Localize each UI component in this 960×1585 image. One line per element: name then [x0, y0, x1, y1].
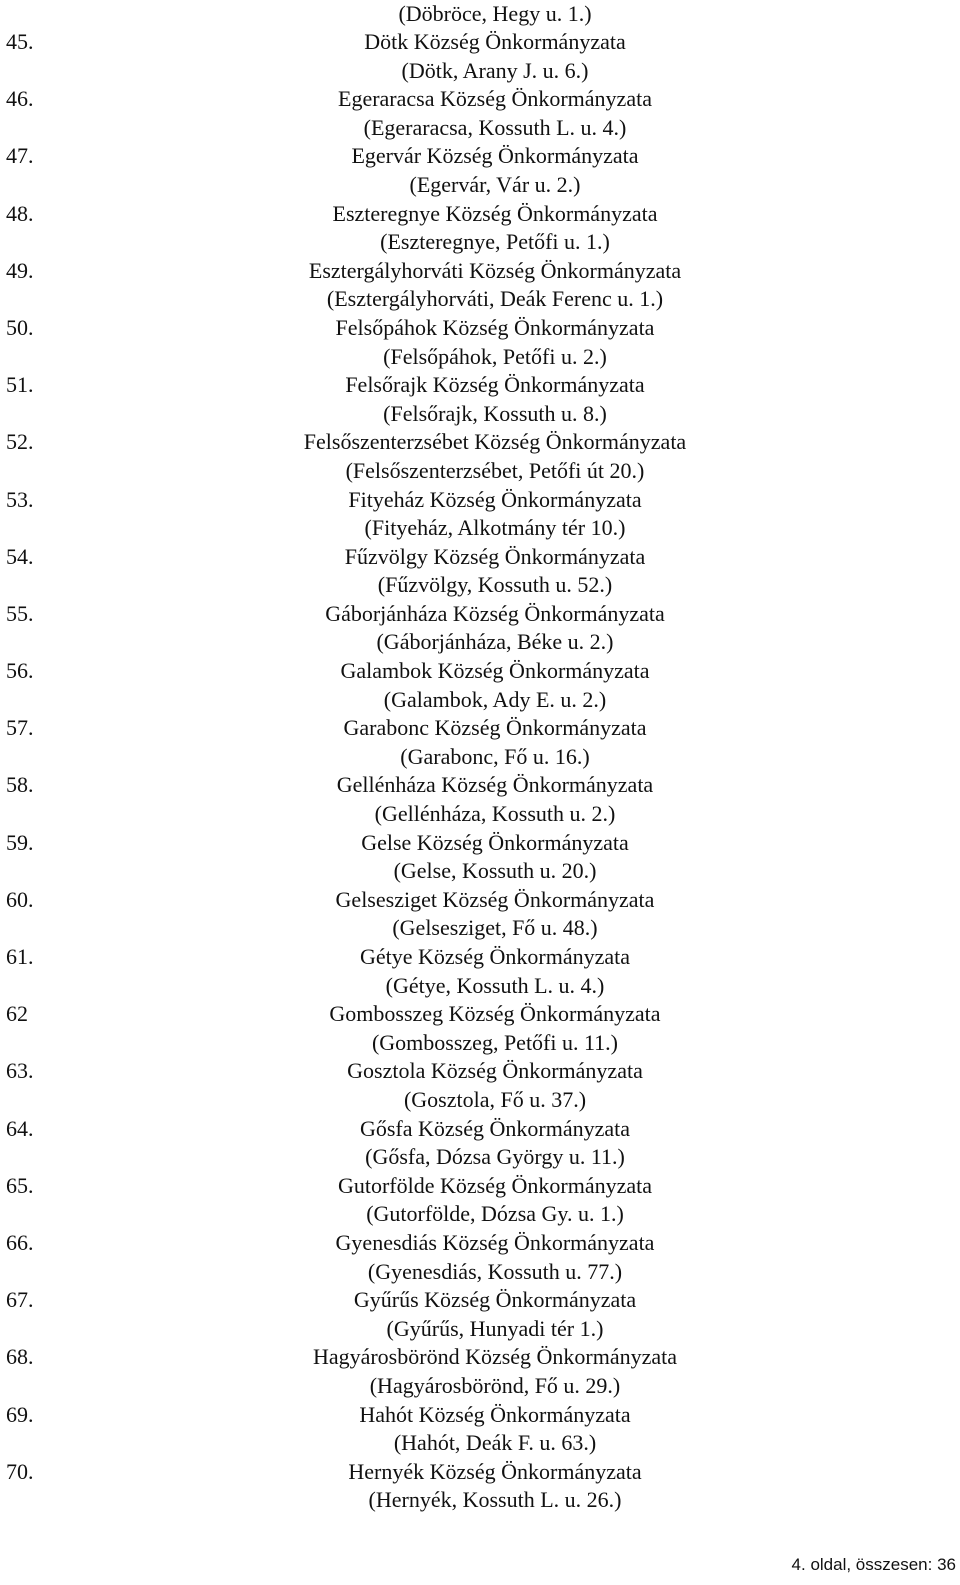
- entry-address: (Gelsesziget, Fő u. 48.): [392, 915, 598, 941]
- list-item: [0, 257, 960, 314]
- list-item: [0, 371, 960, 428]
- entry-number: 65.: [6, 1172, 34, 1198]
- entry-address: (Felsőrajk, Kossuth u. 8.): [383, 400, 607, 426]
- entry-number: 59.: [6, 829, 34, 855]
- list-item: [0, 1458, 960, 1515]
- entry-address: (Eszteregnye, Petőfi u. 1.): [380, 229, 610, 255]
- entry-address: (Gellénháza, Kossuth u. 2.): [374, 801, 616, 827]
- list-item: [0, 314, 960, 371]
- entry-address: (Hernyék, Kossuth L. u. 26.): [368, 1487, 622, 1513]
- continued-address: (Döbröce, Hegy u. 1.): [398, 1, 592, 26]
- list-item: [0, 543, 960, 600]
- entry-address: (Gyűrűs, Hunyadi tér 1.): [386, 1315, 604, 1341]
- list-item: [0, 657, 960, 714]
- entry-address: (Gáborjánháza, Béke u. 2.): [376, 629, 614, 655]
- entry-name: Fityeház Község Önkormányzata: [348, 486, 642, 512]
- entry-address: (Galambok, Ady E. u. 2.): [383, 686, 607, 712]
- entry-number: 61.: [6, 944, 34, 969]
- entry-number: 52.: [6, 429, 34, 455]
- list-item: [0, 1000, 960, 1057]
- list-item: [0, 28, 960, 85]
- entry-address: (Garabonc, Fő u. 16.): [400, 743, 590, 769]
- entry-number: 48.: [6, 200, 34, 226]
- entry-number: 60.: [6, 886, 34, 912]
- entry-address: (Egeraracsa, Kossuth L. u. 4.): [363, 114, 627, 140]
- entry-address: (Gősfa, Dózsa György u. 11.): [365, 1144, 625, 1170]
- entry-address: (Gyenesdiás, Kossuth u. 77.): [367, 1258, 623, 1284]
- entry-number: 62: [6, 1001, 28, 1027]
- entry-name: Egervár Község Önkormányzata: [351, 143, 639, 169]
- entry-number: 47.: [6, 143, 34, 169]
- entry-name: Hahót Község Önkormányzata: [359, 1401, 631, 1427]
- entry-address: (Hahót, Deák F. u. 63.): [393, 1430, 597, 1456]
- entry-number: 56.: [6, 658, 34, 684]
- list-item: [0, 1115, 960, 1172]
- entry-name: Hernyék Község Önkormányzata: [348, 1458, 642, 1484]
- entry-number: 50.: [6, 314, 34, 340]
- list-item: [0, 943, 960, 1000]
- page-footer: 4. oldal, összesen: 36: [791, 1555, 956, 1574]
- entry-address: (Esztergályhorváti, Deák Ferenc u. 1.): [326, 286, 664, 312]
- list-item: [0, 600, 960, 657]
- list-item: [0, 486, 960, 543]
- entry-name: Gombosszeg Község Önkormányzata: [329, 1001, 661, 1027]
- list-item: [0, 85, 960, 142]
- entry-number: 68.: [6, 1344, 34, 1370]
- entry-number: 69.: [6, 1401, 34, 1427]
- entry-name: Felsőszenterzsébet Község Önkormányzata: [303, 429, 687, 455]
- entry-address: (Gutorfölde, Dózsa Gy. u. 1.): [366, 1201, 624, 1227]
- entry-number: 67.: [6, 1287, 34, 1313]
- entry-number: 57.: [6, 715, 34, 741]
- entry-address: (Fűzvölgy, Kossuth u. 52.): [377, 572, 613, 598]
- list-item: [0, 1401, 960, 1458]
- entry-address: (Egervár, Vár u. 2.): [409, 171, 581, 197]
- entry-name: Gyenesdiás Község Önkormányzata: [335, 1229, 655, 1255]
- list-item: [0, 428, 960, 485]
- entry-number: 45.: [6, 29, 34, 54]
- entry-name: Hagyárosbörönd Község Önkormányzata: [312, 1344, 678, 1370]
- entry-number: 70.: [6, 1458, 34, 1484]
- entry-number: 54.: [6, 543, 34, 569]
- entry-name: Gutorfölde Község Önkormányzata: [337, 1172, 652, 1198]
- entry-name: Egeraracsa Község Önkormányzata: [338, 86, 652, 112]
- list-item: [0, 829, 960, 886]
- entry-number: 66.: [6, 1229, 34, 1255]
- entry-address: (Gosztola, Fő u. 37.): [403, 1086, 587, 1112]
- entry-address: (Felsőszenterzsébet, Petőfi út 20.): [345, 457, 645, 483]
- list-item: [0, 1057, 960, 1114]
- entry-name: Gáborjánháza Község Önkormányzata: [325, 600, 665, 626]
- entry-name: Gősfa Község Önkormányzata: [359, 1115, 630, 1141]
- entry-name: Garabonc Község Önkormányzata: [343, 715, 647, 741]
- entry-number: 51.: [6, 372, 34, 398]
- entry-address: (Gombosszeg, Petőfi u. 11.): [371, 1029, 619, 1055]
- entry-address: (Gétye, Kossuth L. u. 4.): [385, 972, 605, 998]
- list-item: [0, 886, 960, 943]
- entry-name: Gosztola Község Önkormányzata: [347, 1058, 643, 1084]
- entry-address: (Dötk, Arany J. u. 6.): [401, 57, 589, 83]
- entry-name: Gelsesziget Község Önkormányzata: [335, 886, 655, 912]
- entry-number: 53.: [6, 486, 34, 512]
- entry-number: 58.: [6, 772, 34, 798]
- list-item: [0, 1343, 960, 1400]
- entry-name: Dötk Község Önkormányzata: [364, 29, 626, 54]
- list-item: [0, 1229, 960, 1286]
- entry-name: Eszteregnye Község Önkormányzata: [332, 200, 658, 226]
- entry-address: (Gelse, Kossuth u. 20.): [393, 858, 597, 884]
- list-item: [0, 714, 960, 771]
- entry-name: Gétye Község Önkormányzata: [359, 944, 630, 969]
- entry-number: 64.: [6, 1115, 34, 1141]
- entry-number: 55.: [6, 600, 34, 626]
- entry-name: Felsőpáhok Község Önkormányzata: [335, 314, 655, 340]
- entry-name: Gellénháza Község Önkormányzata: [336, 772, 654, 798]
- entry-address: (Hagyárosbörönd, Fő u. 29.): [369, 1372, 621, 1398]
- entry-name: Gyűrűs Község Önkormányzata: [353, 1287, 637, 1313]
- list-item: [0, 142, 960, 199]
- list-item: [0, 1172, 960, 1229]
- entry-address: (Felsőpáhok, Petőfi u. 2.): [383, 343, 607, 369]
- list-item: [0, 771, 960, 828]
- entry-name: Galambok Község Önkormányzata: [340, 658, 650, 684]
- entry-list: [0, 28, 960, 1515]
- list-item: [0, 200, 960, 257]
- entry-name: Felsőrajk Község Önkormányzata: [345, 372, 645, 398]
- entry-number: 63.: [6, 1058, 34, 1084]
- entry-name: Esztergályhorváti Község Önkormányzata: [308, 257, 682, 283]
- entry-number: 46.: [6, 86, 34, 112]
- entry-name: Gelse Község Önkormányzata: [361, 829, 629, 855]
- entry-name: Fűzvölgy Község Önkormányzata: [344, 543, 646, 569]
- entry-number: 49.: [6, 257, 34, 283]
- list-item: [0, 1286, 960, 1343]
- entry-address: (Fityeház, Alkotmány tér 10.): [364, 515, 626, 541]
